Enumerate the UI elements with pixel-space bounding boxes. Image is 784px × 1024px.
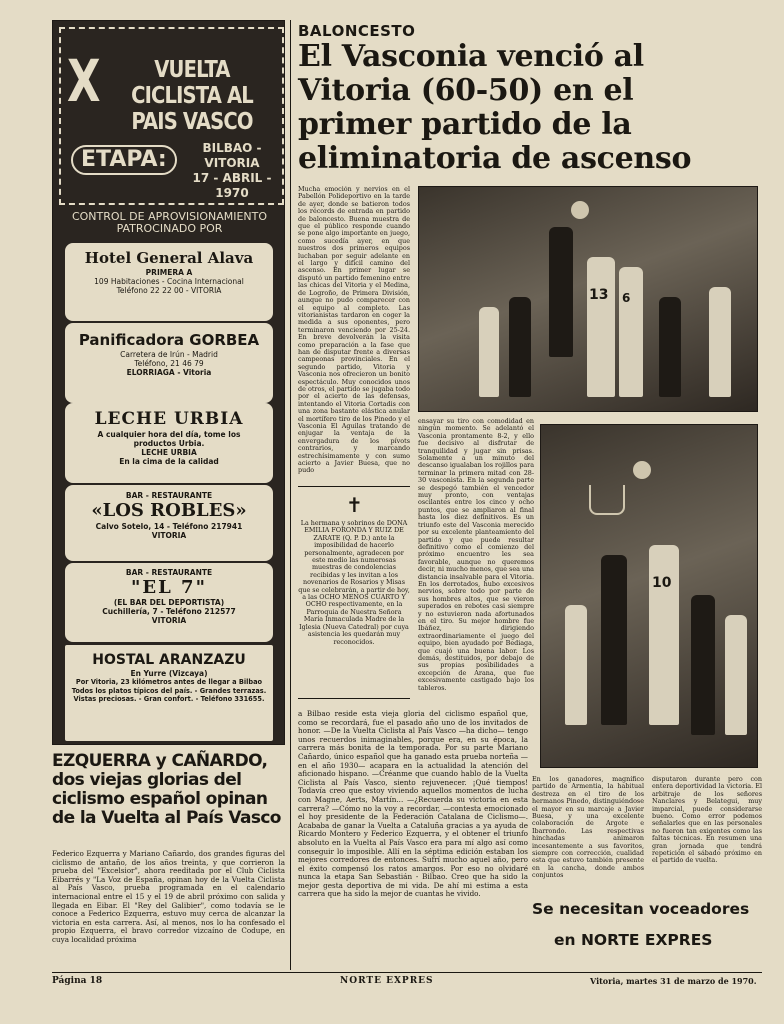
- cycling-headline: EZQUERRA y CAÑARDO, dos viejas glorias del ciclismo español opinan de la Vuelta al País Vasco: [52, 751, 281, 828]
- vendors-ad-line-2: en NORTE EXPRES: [554, 931, 713, 949]
- vendors-wanted-ad: [532, 900, 764, 950]
- sponsor-line: A cualquier hora del día, tome los productos Urbia.: [97, 430, 241, 448]
- article-column-4: disputaron durante pero con entera deportividad la victoria. El arbitraje de los señores Nanclares y Belategui, muy imparcial, puede considerarse bueno. Como error podemos señalarles que en las personales no fueron tan exigentes como las faltas técnicas. En resumen una gran jornada que tendrá repetición el sábado próximo en el partido de vuelta.: [652, 776, 762, 865]
- sponsor-panificadora-gorbea: [65, 323, 273, 403]
- player: [601, 555, 627, 725]
- sponsor-line: BAR - RESTAURANTE: [125, 568, 213, 577]
- vendors-ad-line-1: Se necesitan voceadores: [532, 900, 750, 918]
- ball-icon: [633, 461, 651, 479]
- basket-hoop: [589, 485, 625, 515]
- sponsor-hostal-aranzazu: [65, 645, 273, 741]
- sponsor-line: 109 Habitaciones - Cocina Internacional: [94, 277, 244, 286]
- sponsor-line: Carretera de Irún - Madrid: [120, 350, 218, 359]
- newspaper-name: NORTE EXPRES: [340, 976, 434, 986]
- cross-icon: ✝: [346, 493, 363, 517]
- divider: [298, 698, 410, 699]
- article-column-1: Mucha emoción y nervios en el Pabellón Polideportivo en la tarde de ayer, donde se batieron todos los récords de entrada en partido de baloncesto. Buena muestra de que el público responde cuando se pone algo importante en juego, como sucedía ayer, en que nuestros dos primeros equipos luchaban por seguir adelante en el largo y difícil camino del ascenso. En primer lugar se disputó un partido femenino entre las chicas del Vitoria y el Medina, de Logroño, de Primera División, aunque no pudo comparecer con el equipo al completo. Las vitorianistas tardaron en coger la medida a sus oponentes, pero terminaron venciendo por 25-24. En breve devolverán la visita como preparación a la fase que han de disputar frente a diversas campeonas provinciales. En el segundo partido, Vitoria y Vasconia nos ofrecieron un bonito espectáculo. Muy conocidos unos de otros, el partido se jugaba todo por el acierto de las defensas, intentando el Vitoria Cortadis con una zona bastante elástica anular el mortífero tiro de los Pinedo y el Vasconia El Aguilas tratando de enjugar la ventaja de la envergadura de los pívots contrarios, y marcando estrechísimamente y con sumo acierto a Javier Buesa, que no pudo: [298, 186, 410, 475]
- sponsor-name: LECHE URBIA: [94, 409, 244, 429]
- sponsor-line: En Yurre (Vizcaya): [130, 669, 208, 678]
- sponsor-line: LECHE URBIA: [141, 448, 197, 457]
- sponsor-line: ELORRIAGA - Vitoria: [126, 368, 212, 377]
- sponsor-hotel-general-alava: [65, 243, 273, 321]
- player: [649, 545, 679, 725]
- section-title: BALONCESTO: [298, 22, 416, 40]
- race-title: VUELTA CICLISTA AL PAIS VASCO: [131, 57, 253, 135]
- player: [725, 615, 747, 735]
- player: [587, 257, 615, 397]
- stage-box: [67, 141, 272, 200]
- sponsor-line: Todos los platos típicos del país. - Grandes terrazas. Vistas preciosas. - Gran confort. - Teléfono 331655.: [71, 687, 267, 703]
- sponsor-name: Panificadora GORBEA: [78, 331, 260, 349]
- sponsor-intro: CONTROL DE APROVISIONAMIENTO PATROCINADO POR: [71, 210, 268, 235]
- jersey-number: 13: [589, 287, 609, 303]
- jersey-number: 10: [652, 575, 672, 591]
- divider: [298, 486, 410, 487]
- death-notice: La hermana y sobrinos de DOÑA EMILIA FORONDA Y RUIZ DE ZARATE (Q. P. D.) ante la imposibilidad de hacerlo personalmente, agradecen por este medio las numerosas muestras de condolencias recibidas y les invitan a los novenarios de Rosarios y Misas que se celebrarán, a partir de hoy, a las OCHO MENOS CUARTO Y OCHO respectivamente, en la Parroquia de Nuestra Señora María Inmaculada Madre de la Iglesia (Nueva Catedral) por cuya asistencia les quedarán muy reconocidos.: [298, 520, 410, 646]
- article-column-2: ensayar su tiro con comodidad en ningún momento. Se adelantó el Vasconia prontamente 8-2, y ello fue decisivo al disfrutar de tranquilidad y jugar sin prisas. Solamente a un minuto del descanso igualaban los rojillos para terminar la primera mitad con 28-30 vasconista. En la segunda parte se despegó también el vencedor muy pronto, con ventajas oscilantes entre los cinco y ocho puntos, que se ampliaron al final hasta los diez definitivos. Es un triunfo este del Vasconia merecido por su excelente planteamiento del partido y que puede resultar definitivo como el comienzo del próximo encuentro les sea favorable, aunque no queremos decir, ni mucho menos, que sea una distancia insalvable para el Vitoria. En los derrotados, hubo excesivos nervios, sobre todo por parte de sus hombres altos, que se vieron superados en rebotes casi siempre y no estuvieron nada afortunados en el tiro. Su mejor hombre fue Ibáñez, dirigiendo extraordinariamente el juego del equipo, bien ayudado por Bediaga, que cuajó una buena labor. Los demás, destituidos, por debajo de sus propias posibilidades a excepción de Arana, que fue excesivamente castigado bajo los tableros.: [418, 418, 534, 692]
- sponsor-line: VITORIA: [151, 531, 187, 540]
- sponsor-line: BAR - RESTAURANTE: [125, 491, 213, 500]
- player: [565, 605, 587, 725]
- publication-date: Vitoria, martes 31 de marzo de 1970.: [590, 976, 757, 986]
- page-number: Página 18: [52, 976, 103, 986]
- sponsor-line: Teléfono, 21 46 79: [134, 359, 204, 368]
- sponsor-line: Teléfono 22 22 00 - VITORIA: [116, 286, 222, 295]
- stage-route: BILBAO - VITORIA: [202, 141, 262, 170]
- ball-icon: [571, 201, 589, 219]
- sponsor-line: Calvo Sotelo, 14 - Teléfono 217941: [95, 522, 243, 531]
- sponsor-name: "EL 7": [131, 577, 207, 598]
- article-column-3: En los ganadores, magnífico partido de Armentia, la habitual destreza en el tiro de los hermanos Pinedo, distinguiéndose el mayor en su marcaje a Javier Buesa, y una excelente colaboración de Argote e Ibarrondo. Las respectivas hinchadas animaron incesantemente a sus favoritos, siempre con corrección, cualidad esta que estuvo también presente en la cancha, donde ambos conjuntos: [532, 776, 644, 880]
- player: [709, 287, 731, 397]
- player: [549, 227, 573, 357]
- sponsor-los-robles: [65, 485, 273, 561]
- stage-date: 17 - ABRIL - 1970: [192, 171, 272, 200]
- sponsor-line: VITORIA: [151, 616, 187, 625]
- cycling-article-continued: a Bilbao reside esta vieja gloria del ciclismo español que, como se recordará, fue el pasado año uno de los invitados de honor. —De la Vuelta Ciclista al País Vasco —ha dicho— tengo unos recuerdos inimaginables, porque era, en su época, la carrera más bonita de la temporada. Por su parte Mariano Cañardo, único español que ha ganado esta prueba norteña —en el año 1930— acapara en la actualidad la atención del aficionado hispano. —Créanme que cuando hablo de la Vuelta Ciclista al País Vasco, siento rejuvenecer. ¡Qué tiempos! Todavía creo que estoy viviendo aquellos momentos de lucha con Magne, Aerts, Martín... —¿Recuerda su victoria en esta carrera? —Cómo no la voy a recordar, —contesta emocionado el hoy presidente de la Federación Catalana de Ciclismo—. Acababa de ganar la Vuelta a Cataluña gracias a ya ayuda de Ricardo Montero y Federico Ezquerra, y el obtener el triunfo absoluto en la Vuelta al País Vasco era para mí algo así como conseguir lo imposible. Allí en la séptima edición estaban los mejores corredores de entonces. Sufrí mucho aquel año, pero el éxito compensó los ratos amargos. Por eso no olvidaré nunca la etapa San Sebastián - Bilbao. Creo que ha sido la mejor gesta deportiva de mi vida. De ahí mi estima a esta carrera que ha sido la mejor de cuantas he vivido.: [298, 710, 528, 899]
- stage-details: [177, 141, 287, 201]
- cycling-race-advertisement: [52, 20, 285, 745]
- footer-rule: [52, 972, 762, 973]
- sponsor-el-7: [65, 563, 273, 642]
- ad-header: [59, 27, 284, 205]
- basketball-photo-1: [418, 186, 758, 412]
- player: [659, 297, 681, 397]
- sponsor-name: HOSTAL ARANZAZU: [92, 652, 246, 668]
- stage-label: ETAPA:: [71, 145, 177, 175]
- sponsor-line: En la cima de la calidad: [119, 457, 219, 466]
- cycling-article-body: Federico Ezquerra y Mariano Cañardo, dos grandes figuras del ciclismo de antaño, de los años treinta, y que corrieron la prueba del "Excelsior", ahora reeditada por el Club Ciclista Eibarrés y "La Voz de España, opinan hoy de la Vuelta Ciclista al País Vasco, prueba programada en el calendario internacional entre el 15 y el 19 de abril próximo con salida y llegada en Eibar. El "Rey del Galibier", como todavía se le conoce a Federico Ezquerra, estuvo muy cerca de alcanzar la victoria en esta carrera. Así, al menos, nos lo ha confesado el propio Ezquerra, el bravo corredor vizcaíno de Codupe, en cuya localidad próxima: [52, 850, 285, 944]
- sponsor-leche-urbia: [65, 403, 273, 483]
- basketball-photo-2: [540, 424, 758, 768]
- column-rule: [290, 20, 291, 970]
- player: [509, 297, 531, 397]
- player: [691, 595, 715, 735]
- edition-number: X: [67, 47, 101, 115]
- sponsor-name: Hotel General Alava: [84, 249, 254, 267]
- sponsor-line: Cuchillería, 7 - Teléfono 212577: [102, 607, 236, 616]
- sponsor-line: (EL BAR DEL DEPORTISTA): [113, 598, 225, 607]
- player: [479, 307, 499, 397]
- headline: El Vasconia venció al Vitoria (60-50) en el primer partido de la eliminatoria de ascenso: [298, 39, 692, 176]
- jersey-number: 6: [622, 291, 631, 305]
- sponsor-line: Por Vitoria, 23 kilómetros antes de llegar a Bilbao: [75, 678, 263, 686]
- sponsor-name: «LOS ROBLES»: [91, 500, 247, 521]
- player: [619, 267, 643, 397]
- sponsor-line: PRIMERA A: [145, 268, 193, 277]
